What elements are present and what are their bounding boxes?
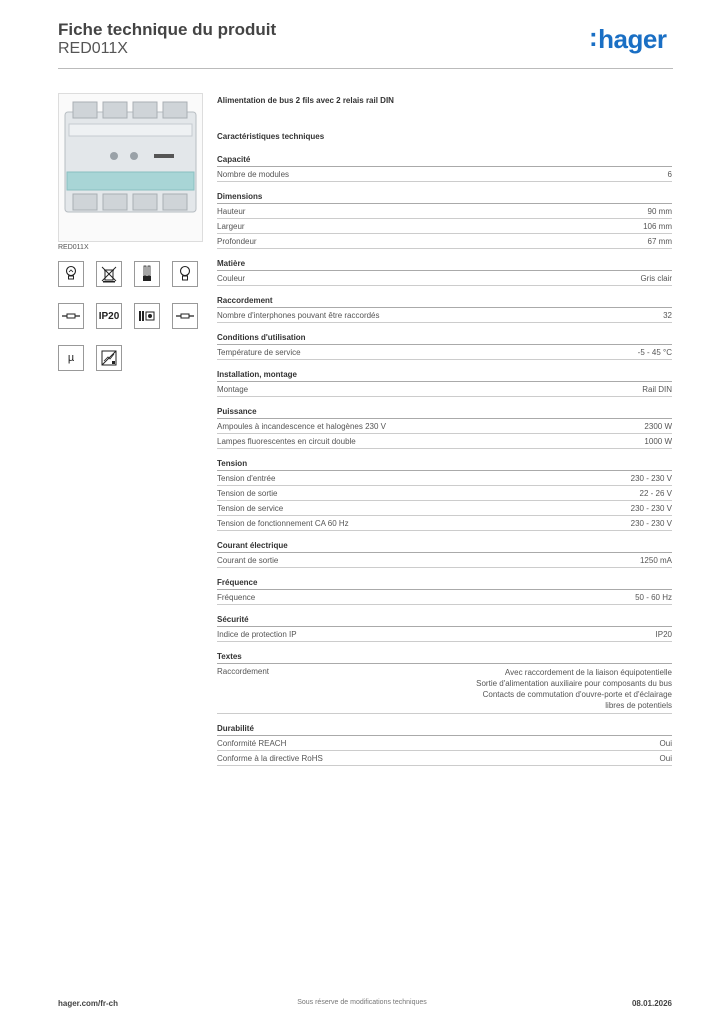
spec-label: Tension de service: [217, 504, 284, 513]
spec-label: Tension d'entrée: [217, 474, 276, 483]
spec-label: Fréquence: [217, 593, 256, 602]
spec-row: [217, 553, 672, 568]
connector-icon: [58, 303, 84, 329]
spec-value: 230 - 230 V: [630, 519, 672, 528]
footer-date: 08.01.2026: [631, 999, 672, 1008]
spec-value: -5 - 45 °C: [637, 348, 672, 357]
spec-label: Lampes fluorescentes en circuit double: [217, 437, 356, 446]
spec-value: 230 - 230 V: [630, 474, 672, 483]
fluorescent-tube-icon: [134, 261, 160, 287]
spec-row: [217, 219, 672, 234]
spec-value: Oui: [659, 754, 672, 763]
micro-contact-text: µ: [67, 352, 75, 364]
spec-group: [217, 723, 672, 766]
spec-label: Largeur: [217, 222, 245, 231]
spec-group-title: Matière: [217, 258, 672, 271]
hager-logo[interactable]: :hager: [589, 22, 667, 54]
spec-row: [217, 501, 672, 516]
spec-groups: [217, 154, 672, 766]
spec-value: Avec raccordement de la liaison équipotentielle Sortie d'alimentation auxiliaire pour composants du bus Contacts de commutation d'ouvre-porte et d'éclairage libres de potentiels: [476, 668, 672, 710]
spec-value: 6: [667, 170, 672, 179]
spec-group-title: Dimensions: [217, 191, 672, 204]
spec-group: [217, 651, 672, 714]
spec-group-title: Capacité: [217, 154, 672, 167]
spec-group-title: Tension: [217, 458, 672, 471]
spec-row: [217, 271, 672, 286]
spec-group: [217, 540, 672, 568]
spec-group-title: Installation, montage: [217, 369, 672, 382]
spec-row: [217, 627, 672, 642]
spec-label: Conforme à la directive RoHS: [217, 754, 323, 763]
spec-group: [217, 577, 672, 605]
spec-value: 230 - 230 V: [630, 504, 672, 513]
spec-row: [217, 434, 672, 449]
spec-row: [217, 345, 672, 360]
spec-label: Indice de protection IP: [217, 630, 297, 639]
spec-row: [217, 382, 672, 397]
product-description: Alimentation de bus 2 fils avec 2 relais rail DIN: [217, 96, 394, 105]
dimmer-graph-icon: [96, 345, 122, 371]
ip-rating-icon: [96, 303, 122, 329]
product-code: RED011X: [58, 40, 128, 57]
spec-value: 50 - 60 Hz: [635, 593, 672, 602]
spec-value: IP20: [655, 630, 672, 639]
spec-group-title: Puissance: [217, 406, 672, 419]
spec-row: [217, 751, 672, 766]
spec-row: [217, 204, 672, 219]
spec-value: 22 - 26 V: [639, 489, 672, 498]
spec-group: [217, 295, 672, 323]
spec-value: 1000 W: [644, 437, 672, 446]
rail-din-icon: [172, 303, 198, 329]
footer-website[interactable]: hager.com/fr-ch: [58, 999, 119, 1008]
spec-group: [217, 191, 672, 249]
spec-row: [217, 736, 672, 751]
spec-group: [217, 614, 672, 642]
spec-value: 90 mm: [647, 207, 672, 216]
spec-label: Tension de fonctionnement CA 60 Hz: [217, 519, 349, 528]
spec-label: Hauteur: [217, 207, 246, 216]
spec-row: [217, 590, 672, 605]
spec-value: 67 mm: [647, 237, 672, 246]
spec-group-title: Conditions d'utilisation: [217, 332, 672, 345]
spec-group-title: Raccordement: [217, 295, 672, 308]
spec-row: [217, 486, 672, 501]
spec-label: Tension de sortie: [217, 489, 278, 498]
image-caption: RED011X: [58, 244, 89, 251]
spec-group: [217, 332, 672, 360]
spec-group: [217, 258, 672, 286]
product-image: [58, 93, 203, 242]
spec-group: [217, 458, 672, 531]
spec-row: [217, 167, 672, 182]
header-divider: [58, 68, 673, 69]
spec-value: 1250 mA: [639, 556, 672, 565]
spec-row: [217, 664, 672, 714]
spec-label: Courant de sortie: [217, 556, 279, 565]
lamp-incandescent-icon: [58, 261, 84, 287]
micro-contact-icon: [58, 345, 84, 371]
ip-rating-text: IP20: [98, 310, 120, 322]
lamp-halogen-icon: [172, 261, 198, 287]
certification-icons: [58, 261, 198, 371]
spec-value: Gris clair: [640, 274, 672, 283]
spec-label: Conformité REACH: [217, 739, 287, 748]
spec-group-title: Textes: [217, 651, 672, 664]
spec-group-title: Durabilité: [217, 723, 672, 736]
spec-group: [217, 406, 672, 449]
spec-row: [217, 308, 672, 323]
spec-value: 106 mm: [643, 222, 672, 231]
spec-label: Profondeur: [217, 237, 257, 246]
section-heading: Caractéristiques techniques: [217, 132, 325, 141]
spec-row: [217, 516, 672, 531]
module-switch-icon: [134, 303, 160, 329]
footer-notice: Sous réserve de modifications techniques: [297, 999, 427, 1006]
weee-bin-icon: [96, 261, 122, 287]
spec-label: Nombre d'interphones pouvant être raccordés: [217, 311, 380, 320]
spec-value: Oui: [659, 739, 672, 748]
page-title: Fiche technique du produit: [58, 20, 277, 39]
spec-group-title: Fréquence: [217, 577, 672, 590]
spec-label: Couleur: [217, 274, 246, 283]
spec-row: [217, 234, 672, 249]
spec-group-title: Courant électrique: [217, 540, 672, 553]
spec-group: [217, 154, 672, 182]
spec-value: 32: [663, 311, 672, 320]
spec-group-title: Sécurité: [217, 614, 672, 627]
spec-value: Rail DIN: [642, 385, 672, 394]
spec-label: Température de service: [217, 348, 301, 357]
spec-value: 2300 W: [644, 422, 672, 431]
spec-row: [217, 419, 672, 434]
spec-label: Nombre de modules: [217, 170, 290, 179]
spec-row: [217, 471, 672, 486]
spec-label: Raccordement: [217, 667, 270, 676]
specifications: [217, 96, 672, 766]
spec-group: [217, 369, 672, 397]
spec-label: Ampoules à incandescence et halogènes 230 V: [217, 422, 387, 431]
spec-label: Montage: [217, 385, 249, 394]
